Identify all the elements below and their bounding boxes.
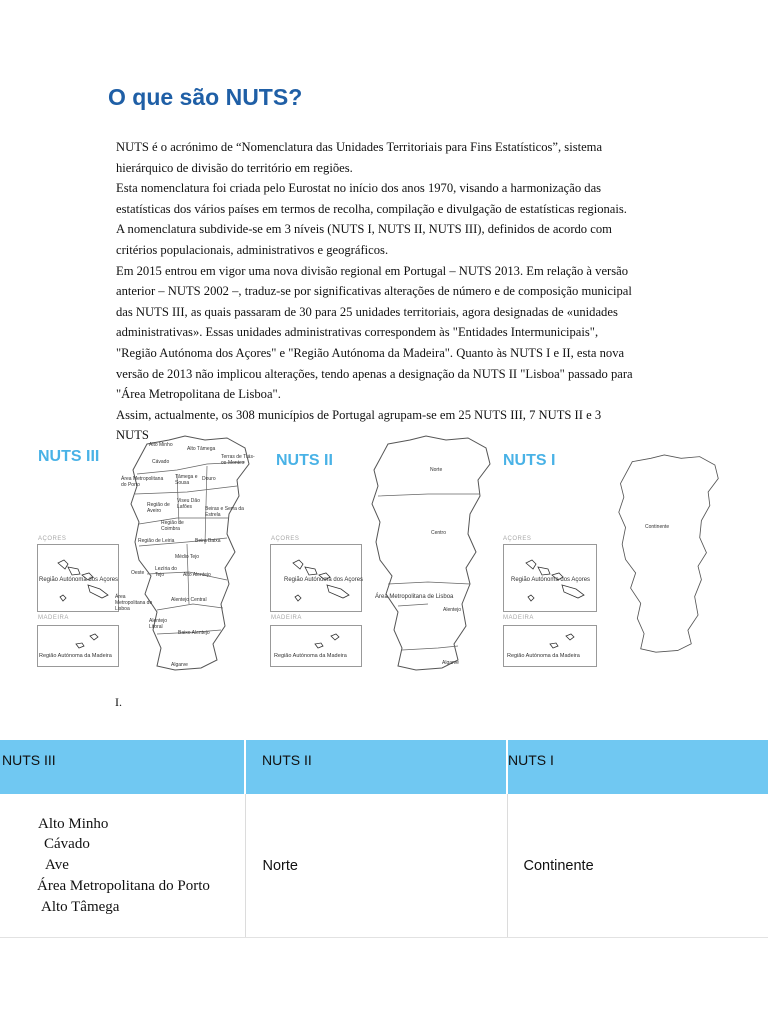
region-label: Alentejo <box>443 607 462 613</box>
region-label: Alto Alentejo <box>183 572 211 578</box>
region-label: Região de Leiria <box>138 538 175 544</box>
column-header-nuts3: NUTS III <box>0 740 245 794</box>
region-label: Tâmega e Sousa <box>175 474 198 486</box>
azores-region-label: Região Autónoma dos Açores <box>39 577 119 583</box>
table-header-row <box>0 740 768 794</box>
region-label: Beiras e Serra da Estrela <box>205 506 244 518</box>
nuts-maps-figure <box>37 432 768 684</box>
paragraph: Esta nomenclatura foi criada pelo Eurostat no início dos anos 1970, visando a harmonização das estatísticas dos vários países em termos de recolha, compilação e divulgação de estatísticas regionais. <box>116 181 627 216</box>
region-label: Área Metropolitana de Lisboa <box>375 594 454 600</box>
region-label: Médio Tejo <box>175 554 200 560</box>
page-title: O que são NUTS? <box>108 84 303 110</box>
azores-region-label: Região Autónoma dos Açores <box>511 577 591 583</box>
paragraph: Em 2015 entrou em vigor uma nova divisão regional em Portugal – NUTS 2013. Em relação à versão anterior – NUTS 2002 –, traduz-se por significativas alterações de número e de composição municipal das NUTS III, as quais passaram de 30 para 25 unidades territoriais, agora designadas de «unidades administrativas». Essas unidades administrativas correspondem às "Entidades Intermunicipais", "Região Autónoma dos Açores" e "Região Autónoma da Madeira". Quanto às NUTS I e II, esta nova versão de 2013 não implicou alterações, tendo apenas a designação da NUTS II "Lisboa" passado para "Área Metropolitana de Lisboa". <box>116 263 633 402</box>
region-label: Área Metropolitana do Porto <box>121 476 164 488</box>
table-row <box>0 794 768 938</box>
list-item: Ave <box>45 857 69 874</box>
region-label: Centro <box>431 530 447 536</box>
region-label: Oeste <box>131 570 145 576</box>
madeira-inset <box>37 625 119 667</box>
cell-nuts2 <box>245 794 507 938</box>
region-label: Região de Aveiro <box>147 502 170 514</box>
azores-inset-label: AÇORES <box>271 536 300 542</box>
region-label: Cávado <box>152 459 170 465</box>
madeira-inset-label: MADEIRA <box>38 615 69 621</box>
intro-text <box>116 137 636 446</box>
region-label: Douro <box>202 476 216 482</box>
madeira-inset <box>503 625 597 667</box>
region-label: Continente <box>645 524 670 530</box>
madeira-inset-label: MADEIRA <box>271 615 302 621</box>
paragraph: NUTS é o acrónimo de “Nomenclatura das Unidades Territoriais para Fins Estatísticos”, sistema hierárquico de divisão do território em regiões. <box>116 140 603 175</box>
region-label: Viseu Dão Lafões <box>177 498 200 510</box>
map-panel-nuts1 <box>503 432 725 684</box>
region-label: Terras de Trás-os-Montes <box>221 454 255 466</box>
map-panel-nuts2 <box>270 432 495 684</box>
madeira-region-label: Região Autónoma da Madeira <box>274 653 347 659</box>
region-label: Alentejo Central <box>171 597 207 603</box>
madeira-region-label: Região Autónoma da Madeira <box>39 653 112 659</box>
madeira-island-map <box>38 626 118 666</box>
map-title-nuts3: NUTS III <box>38 448 100 465</box>
region-label: Beira Baixa <box>195 538 221 544</box>
region-label: Alto Minho <box>149 442 173 448</box>
azores-inset-label: AÇORES <box>38 536 67 542</box>
region-label: Alto Tâmega <box>187 446 216 452</box>
list-item: Cávado <box>44 836 90 853</box>
region-label: Baixo Alentejo <box>178 630 210 636</box>
region-label: Alentejo Litoral <box>149 618 168 630</box>
map-title-nuts1: NUTS I <box>503 452 556 469</box>
madeira-island-map <box>271 626 361 666</box>
cell-nuts3 <box>0 794 245 938</box>
list-item: Área Metropolitana do Porto <box>37 877 210 894</box>
nuts1-value: Continente <box>523 857 594 874</box>
map-panel-nuts3 <box>37 432 262 684</box>
madeira-inset <box>270 625 362 667</box>
nuts-table <box>0 740 768 938</box>
nuts2-value: Norte <box>262 857 298 874</box>
list-item: Alto Minho <box>38 815 109 832</box>
list-item: Alto Tâmega <box>41 898 120 915</box>
region-label: Algarve <box>171 662 188 668</box>
map-title-nuts2: NUTS II <box>276 452 333 469</box>
paragraph: A nomenclatura subdivide-se em 3 níveis (NUTS I, NUTS II, NUTS III), definidos de acordo com critérios populacionais, administrativos e geográficos. <box>116 222 612 257</box>
mainland-map-nuts2 <box>358 434 498 679</box>
region-label: Lezíria do Tejo <box>155 566 177 578</box>
region-label: Área Metropolitana de Lisboa <box>115 594 153 612</box>
nuts3-region-list <box>1 814 244 918</box>
azores-inset-label: AÇORES <box>503 536 532 542</box>
madeira-region-label: Região Autónoma da Madeira <box>507 653 580 659</box>
region-label: Algarve <box>442 660 459 666</box>
region-label: Norte <box>430 467 443 473</box>
paragraph: Assim, actualmente, os 308 municípios de Portugal agrupam-se em 25 NUTS III, 7 NUTS II e 3 NUTS <box>116 407 602 443</box>
footnote: I. <box>115 695 122 709</box>
region-label: Região de Coimbra <box>161 520 184 532</box>
madeira-island-map <box>504 626 596 666</box>
cell-nuts1 <box>507 794 768 938</box>
mainland-map-nuts1 <box>607 434 725 679</box>
column-header-nuts2: NUTS II <box>245 740 507 794</box>
column-header-nuts1: NUTS I <box>507 740 768 794</box>
azores-region-label: Região Autónoma dos Açores <box>284 577 364 583</box>
madeira-inset-label: MADEIRA <box>503 615 534 621</box>
